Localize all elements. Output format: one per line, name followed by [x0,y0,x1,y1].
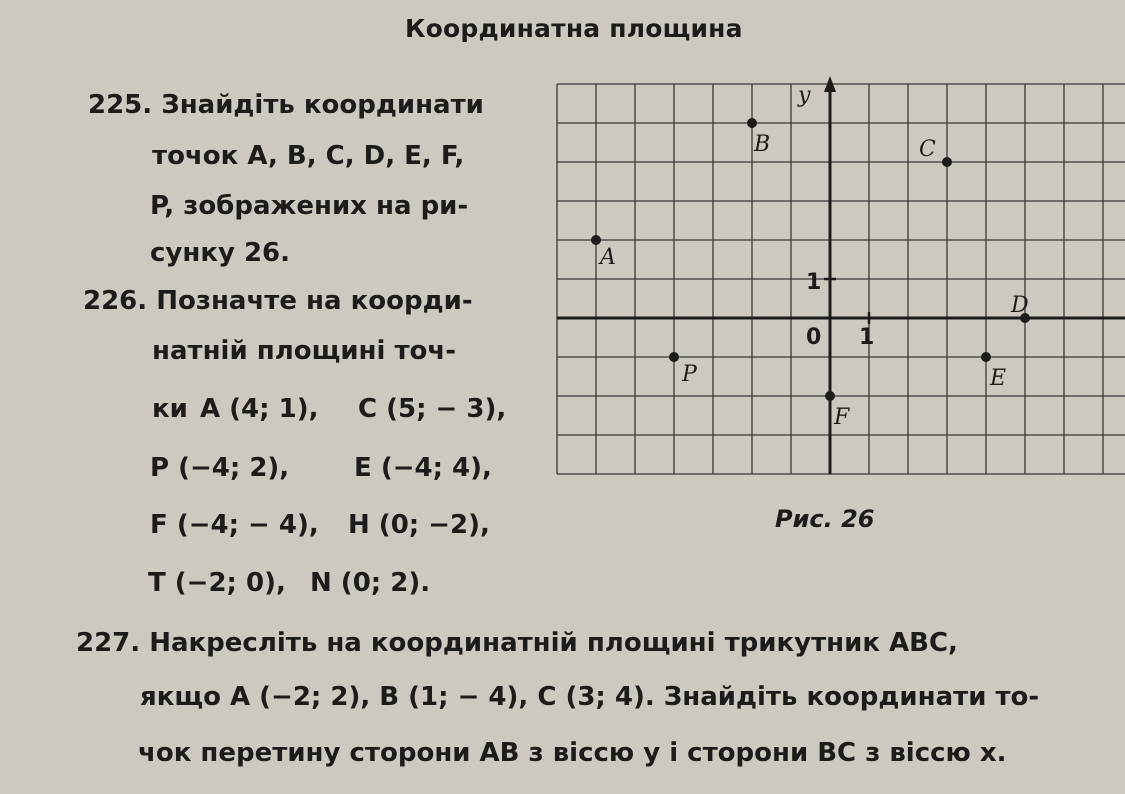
point-coord-p: P (−4; 2), [150,453,290,483]
point-f [825,391,835,401]
point-label-d: D [1011,293,1029,318]
point-label-b: B [754,132,771,157]
problem-225-line-4: сунку 26. [150,238,291,268]
figure-caption: Рис. 26 [775,505,875,533]
problem-225-text-1: Знайдіть координати [161,90,484,120]
point-coord-h: H (0; −2), [348,510,490,540]
problem-225-number: 225. [88,90,153,120]
point-b [747,118,757,128]
problem-227-text-1: Накресліть на координатній площині трикутник ABC, [149,628,958,658]
problem-226-text-1: Позначте на коорди- [156,286,473,316]
point-coord-t: T (−2; 0), [148,568,286,598]
problem-226-line-2: натній площині точ- [152,336,457,366]
point-label-p: P [682,362,697,387]
problem-227-line-2: якщо A (−2; 2), B (1; − 4), C (3; 4). Знайдіть координати то- [140,682,1040,712]
problem-225-line-3: P, зображених на ри- [150,191,469,221]
problem-226-number: 226. [83,286,148,316]
point-label-e: E [990,366,1007,391]
point-coord-e: E (−4; 4), [354,453,492,483]
point-coord-f: F (−4; − 4), [150,510,319,540]
point-coord-c: C (5; − 3), [358,394,507,424]
point-coord-a: A (4; 1), [200,394,319,424]
point-a [591,235,601,245]
point-p [669,352,679,362]
problem-225-line-2: точок A, B, C, D, E, F, [152,141,465,171]
point-c [942,157,952,167]
point-label-a: A [600,245,616,270]
point-e [981,352,991,362]
point-coord-n: N (0; 2). [310,568,431,598]
y-axis-label: y [798,83,811,108]
point-label-f: F [834,405,850,430]
problem-227-line-3: чок перетину сторони AB з віссю y і сторони BC з віссю x. [138,738,1007,768]
origin-label: 0 [806,325,822,350]
problem-227-number: 227. [76,628,141,658]
point-label-c: C [919,137,936,162]
problem-226-lead: ки [152,394,188,424]
x-tick-label: 1 [859,325,875,350]
section-title: Координатна площина [405,14,743,43]
y-tick-label: 1 [806,270,822,295]
